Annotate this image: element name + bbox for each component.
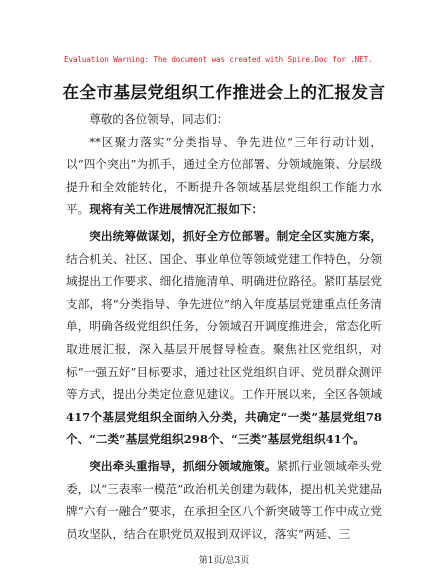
section-1-text: 结合机关、社区、国企、事业单位等领域党建工作特色，分领域提出工作要求、细化措施清单、明确进位路径。紧盯基层党支部，将“分类指导、争先进位”纳入年度基层党建重点任务清单，明确各级党组织任务，分领域召开调度推进会，常态化听取进展汇报，深入基层开展督导检查。聚焦社区党组织，对标“一强五好”目标要求，通过社区党组织自评、党员群众测评等方式，提出分类定位意见建议。工作开展以来，全区各领域 (66, 251, 382, 402)
paragraph-section-1 (66, 225, 382, 451)
section-1-count-text-2: 78个、“二类”基层党组织298个、“三类”基层党组织41个。 (66, 409, 382, 447)
paragraph-intro (66, 131, 382, 221)
section-1-count-text: 417个基层党组织全面纳入分类，共确定“一类”基层党组 (66, 409, 366, 424)
section-1-heading: 突出统筹做谋划，抓好全方位部署。制定全区实施方案， (89, 228, 382, 243)
intro-bold-text: 现将有关工作进展情况汇报如下： (89, 202, 264, 217)
section-2-text: 紧抓行业领域牵头党委，以“三表率一模范”政治机关创建为载体，提出机关党建品牌“六有一融合”要求，在承担全区八个新突破等工作中成立党员攻坚队，结合在职党员双报到双评议，落实“两延、三 (66, 458, 382, 541)
page-footer: 第1页/总3页 (198, 556, 250, 566)
section-2-heading: 突出牵头重指导，抓细分领域施策。 (89, 458, 277, 473)
intro-text: **区聚力落实“分类指导、争先进位”三年行动计划，以“四个突出”为抓手，通过全方位部署、分领域施策、分层级提升和全效能转化，不断提升各领域基层党组织工作能力水平。 (66, 134, 382, 217)
paragraph-section-2 (66, 455, 382, 545)
evaluation-warning: Evaluation Warning: The document was created with Spire.Doc for .NET. (64, 55, 373, 64)
document-body (66, 108, 382, 545)
greeting: 尊敬的各位领导，同志们： (89, 112, 229, 126)
document-title: 在全市基层党组织工作推进会上的汇报发言 (62, 83, 386, 102)
